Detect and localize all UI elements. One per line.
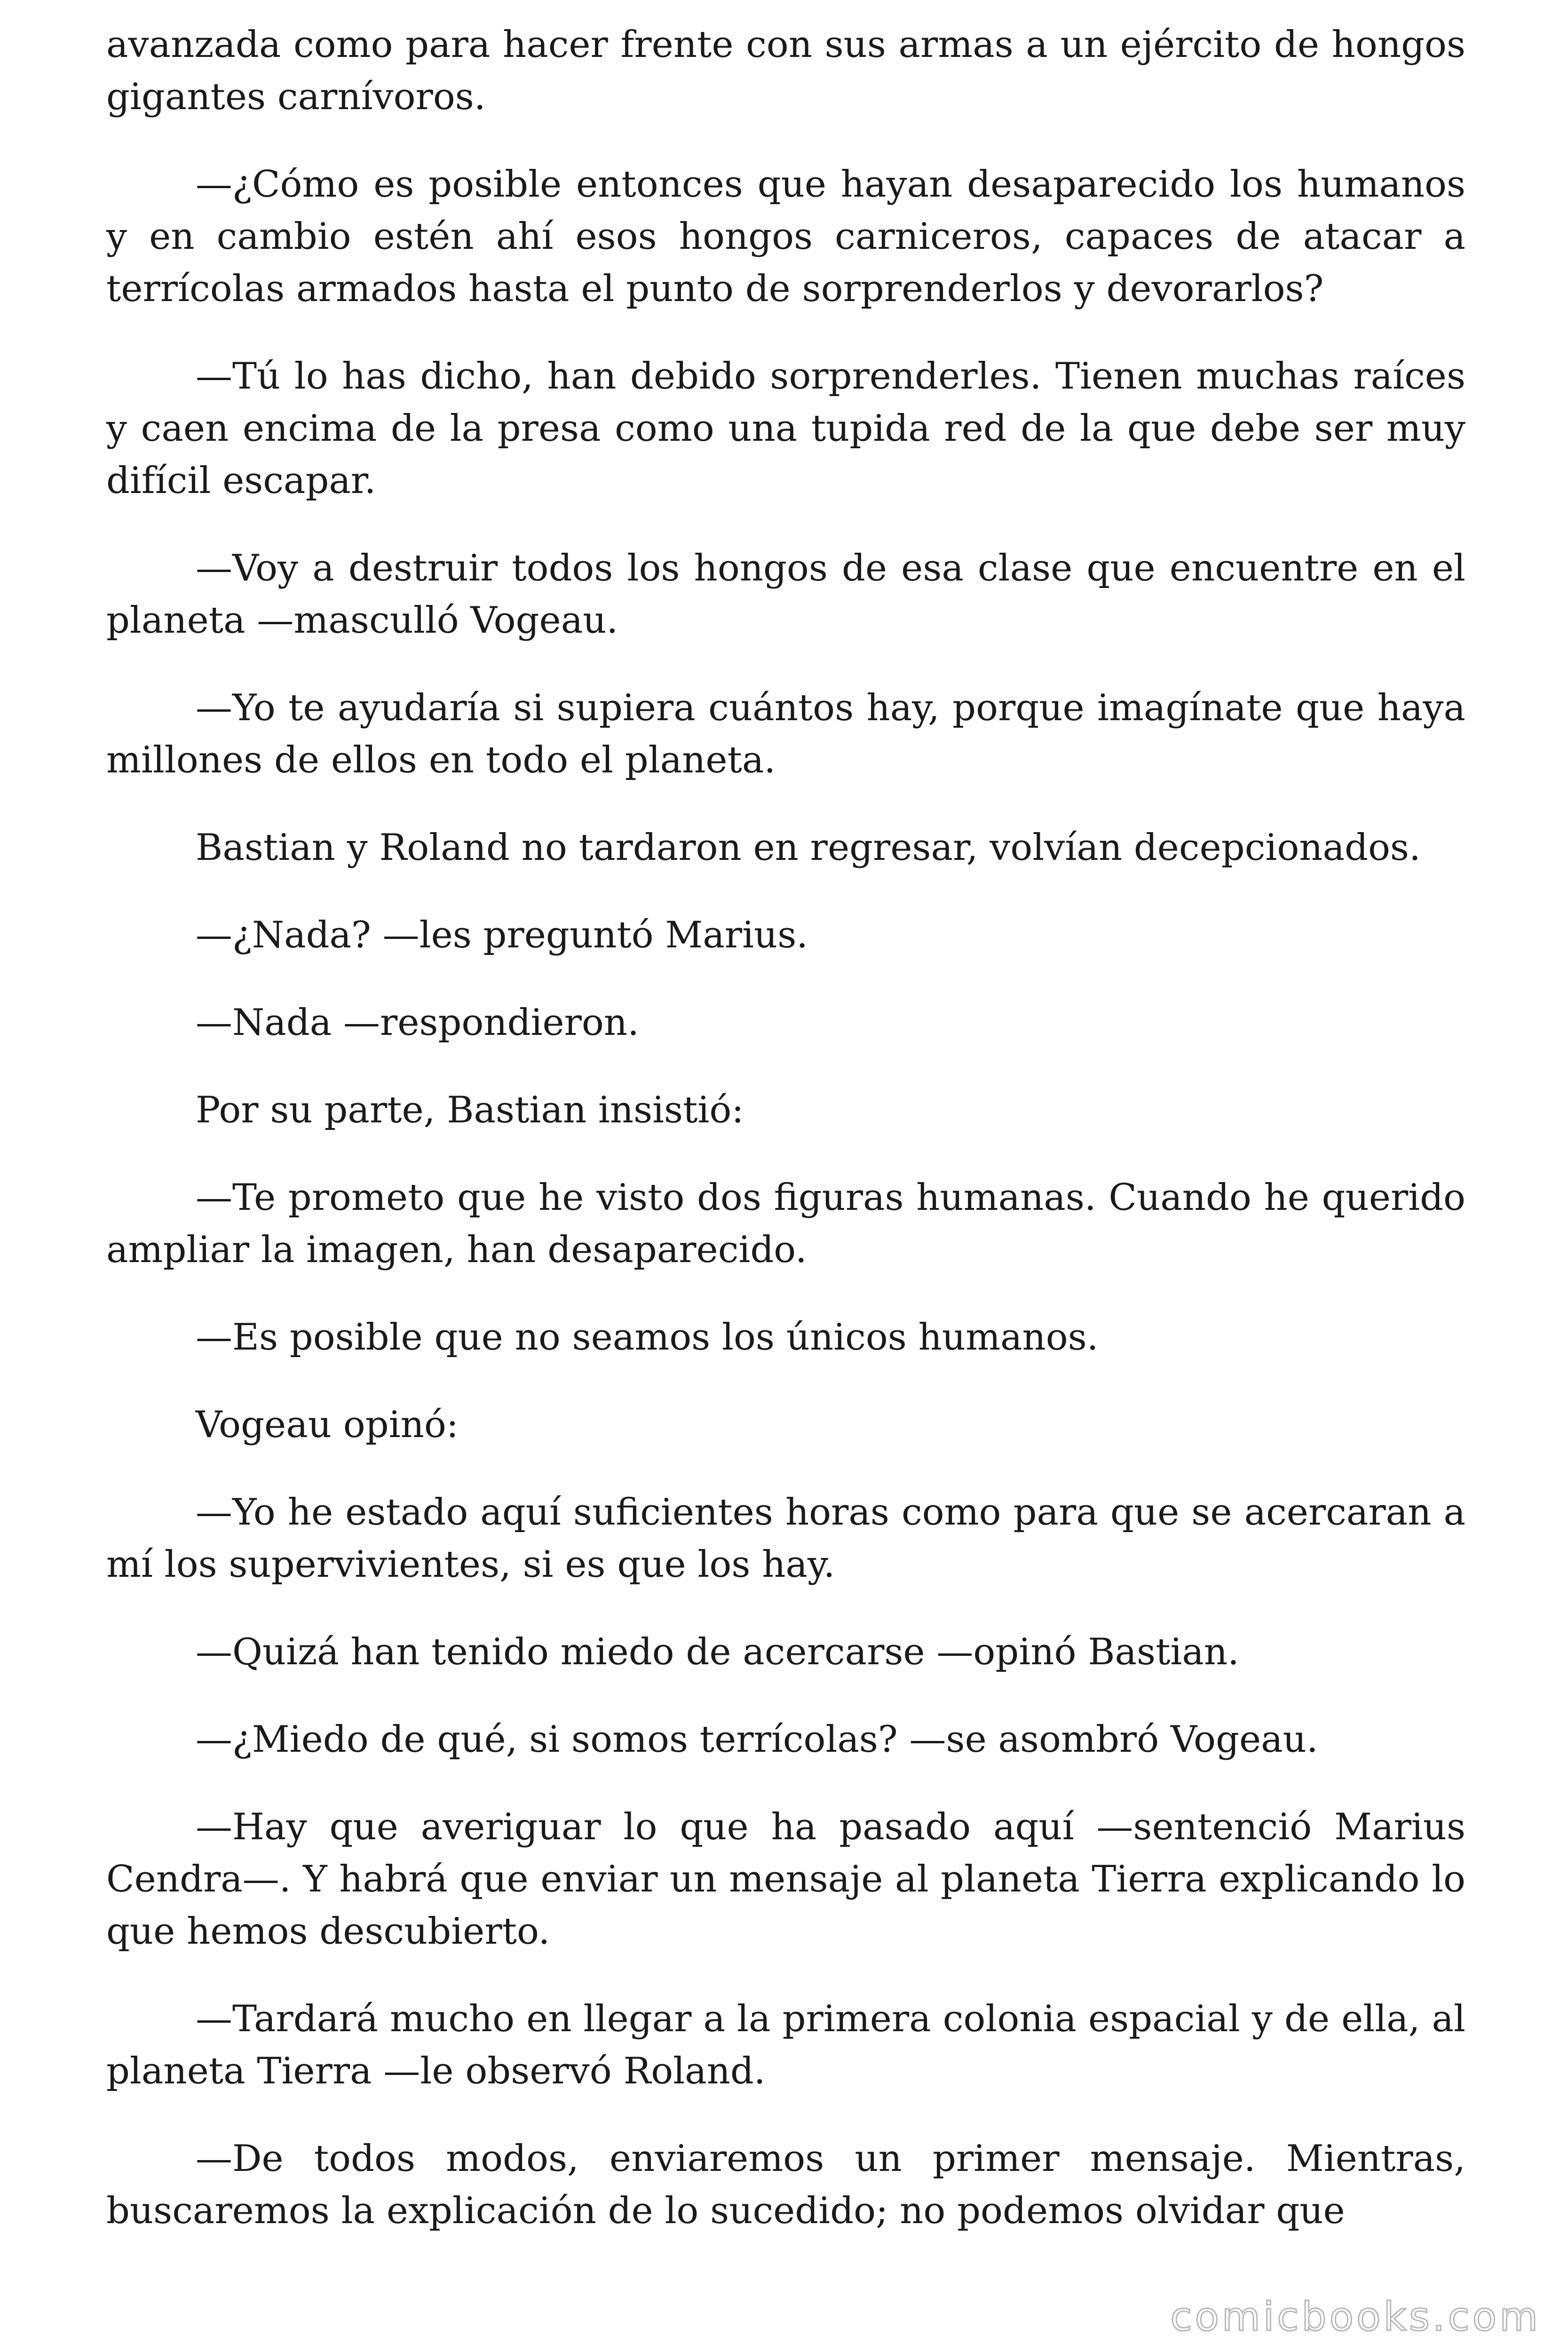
watermark: comicbooks.com bbox=[1170, 2294, 1541, 2340]
paragraph: —Tú lo has dicho, han debido sorprenderles. Tienen muchas raíces y caen encima de la presa como una tupida red de la que debe ser muy difícil escapar. bbox=[106, 355, 1465, 502]
paragraph: Por su parte, Bastian insistió: bbox=[196, 1089, 744, 1131]
paragraph: —Es posible que no seamos los únicos humanos. bbox=[196, 1316, 1099, 1359]
paragraph: —Voy a destruir todos los hongos de esa clase que encuentre en el planeta —masculló Vogeau. bbox=[106, 547, 1465, 642]
paragraph: —¿Cómo es posible entonces que hayan desaparecido los humanos y en cambio estén ahí esos hongos carniceros, capaces de atacar a terrícolas armados hasta el punto de sorprenderlos y devorarlos? bbox=[106, 163, 1465, 310]
paragraph: Vogeau opinó: bbox=[196, 1404, 459, 1446]
paragraph: —Hay que averiguar lo que ha pasado aquí —sentenció Marius Cendra—. Y habrá que enviar un mensaje al planeta Tierra explicando lo que hemos descubierto. bbox=[106, 1806, 1465, 1953]
paragraph: —Yo he estado aquí suficientes horas como para que se acercaran a mí los supervivientes, si es que los hay. bbox=[106, 1491, 1465, 1586]
paragraph: —Quizá han tenido miedo de acercarse —opinó Bastian. bbox=[196, 1631, 1239, 1673]
paragraph: —Tardará mucho en llegar a la primera colonia espacial y de ella, al planeta Tierra —le observó Roland. bbox=[106, 1998, 1465, 2092]
paragraph: —¿Miedo de qué, si somos terrícolas? —se asombró Vogeau. bbox=[196, 1718, 1318, 1761]
paragraph: —Te prometo que he visto dos figuras humanas. Cuando he querido ampliar la imagen, han desaparecido. bbox=[106, 1176, 1465, 1271]
paragraph: —¿Nada? —les preguntó Marius. bbox=[196, 914, 808, 956]
paragraph: —Nada —respondieron. bbox=[196, 1001, 639, 1044]
paragraph: Bastian y Roland no tardaron en regresar, volvían decepcionados. bbox=[196, 826, 1421, 869]
paragraph-continuation: avanzada como para hacer frente con sus armas a un ejército de hongos gigantes carnívoros. bbox=[106, 24, 1465, 118]
paragraph: —Yo te ayudaría si supiera cuántos hay, porque imagínate que haya millones de ellos en todo el planeta. bbox=[106, 687, 1465, 781]
book-page-text bbox=[106, 19, 1465, 2273]
paragraph: —De todos modos, enviaremos un primer mensaje. Mientras, buscaremos la explicación de lo sucedido; no podemos olvidar que bbox=[106, 2137, 1465, 2232]
